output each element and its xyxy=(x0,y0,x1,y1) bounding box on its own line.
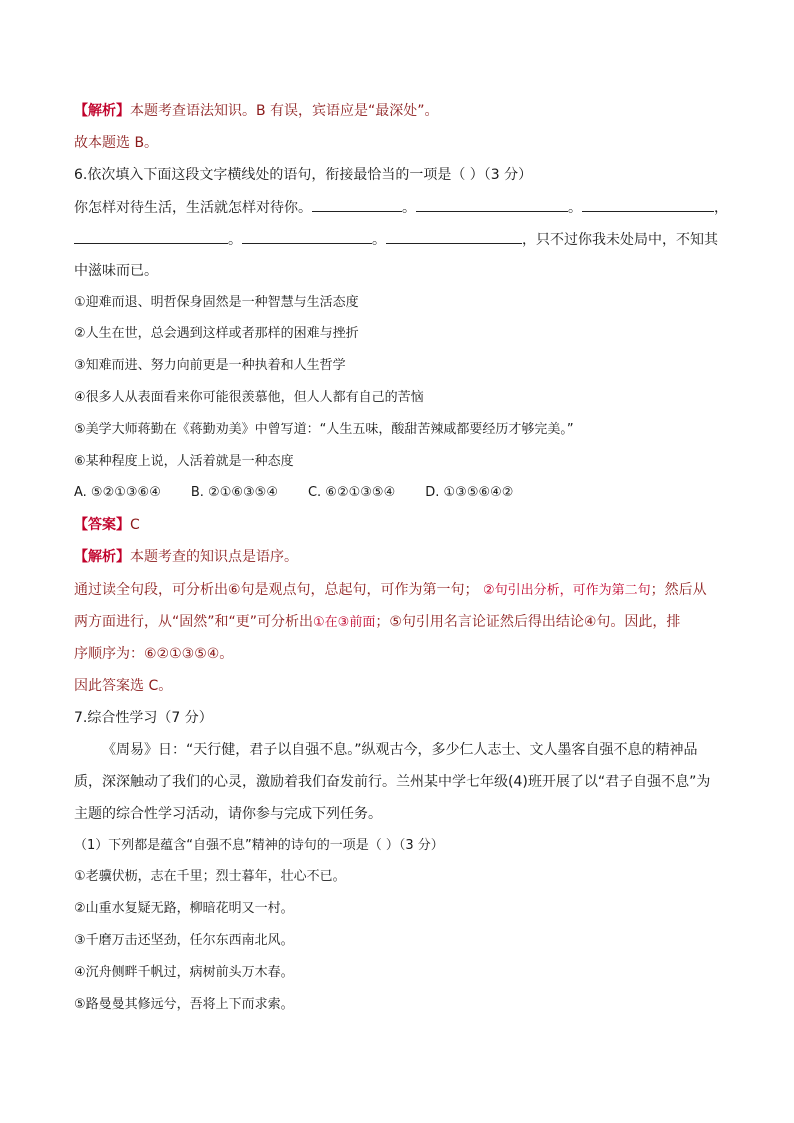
explanation-highlight: ②句引出分析，可作为第二句 xyxy=(483,583,651,598)
explanation-text: ；然后从 xyxy=(650,582,707,598)
explanation-text: 通过读全句段，可分析出⑥句是观点句，总起句，可作为第一句； xyxy=(74,582,479,598)
answer-value: C xyxy=(130,517,140,533)
question-6-passage-line-2 xyxy=(74,229,718,250)
explanation-line-4: 因此答案选 C。 xyxy=(74,678,173,694)
passage-text: 你怎样对待生活，生活就怎样对待你。 xyxy=(74,200,312,216)
question-7-title: 7.综合性学习（7 分） xyxy=(74,710,213,726)
analysis-tag: 【解析】 xyxy=(74,549,130,565)
option-a: A. ⑤②①③⑥④ xyxy=(74,485,161,500)
question-7-intro-line-3: 主题的综合性学习活动，请你参与完成下列任务。 xyxy=(74,806,382,822)
analysis-tag: 【解析】 xyxy=(74,103,130,119)
explanation-text: 两方面进行，从“固然”和“更”可分析出 xyxy=(74,614,314,630)
punct: 。 xyxy=(568,200,582,216)
blank-4 xyxy=(74,229,228,244)
punct: 。 xyxy=(402,200,416,216)
punct: 。 xyxy=(228,232,242,248)
explanation-text: ；⑤句引用名言论证然后得出结论④句。因此，排 xyxy=(375,614,681,630)
punct: ， xyxy=(714,200,728,216)
answer-tag: 【答案】 xyxy=(74,517,130,533)
blank-3 xyxy=(582,197,714,212)
blank-1 xyxy=(312,197,402,212)
verse-2: ②山重水复疑无路，柳暗花明又一村。 xyxy=(74,901,294,916)
sentence-3: ③知难而进、努力向前更是一种执着和人生哲学 xyxy=(74,358,346,373)
analysis-line-5 xyxy=(74,101,439,121)
analysis-text: 本题考查语法知识。B 有误，宾语应是“最深处”。 xyxy=(130,103,439,119)
sentence-5: ⑤美学大师蒋勤在《蒋勤劝美》中曾写道：“人生五味，酸甜苦辣咸都要经历才够完美。” xyxy=(74,422,574,437)
passage-text: ，只不过你我未处局中，不知其 xyxy=(522,232,718,248)
verse-4: ④沉舟侧畔千帆过，病树前头万木春。 xyxy=(74,965,294,980)
question-7-intro-line-2: 质，深深触动了我们的心灵，激励着我们奋发前行。兰州某中学七年级(4)班开展了以“君子自强不息”为 xyxy=(74,774,711,790)
punct: 。 xyxy=(372,232,386,248)
answer-line-6 xyxy=(74,515,140,535)
verse-1: ①老骥伏枥，志在千里；烈士暮年，壮心不已。 xyxy=(74,869,346,884)
blank-2 xyxy=(416,197,568,212)
question-7-intro-line-1: 《周易》日：“天行健，君子以自强不息。”纵观古今，多少仁人志士、文人墨客自强不息的精神品 xyxy=(102,742,698,758)
answer-conclusion-5: 故本题选 B。 xyxy=(74,135,159,151)
question-6-title: 6.依次填入下面这段文字横线处的语句，衔接最恰当的一项是（ ）（3 分） xyxy=(74,167,533,183)
sentence-4: ④很多人从表面看来你可能很羡慕他，但人人都有自己的苦恼 xyxy=(74,390,424,405)
option-b: B. ②①⑥③⑤④ xyxy=(190,485,278,500)
explanation-highlight: ①在③前面 xyxy=(313,615,376,630)
sentence-1: ①迎难而退、明哲保身固然是一种智慧与生活态度 xyxy=(74,295,359,310)
blank-6 xyxy=(386,229,522,244)
explanation-line-1 xyxy=(74,580,707,601)
analysis-text: 本题考查的知识点是语序。 xyxy=(130,549,298,565)
verse-5: ⑤路曼曼其修远兮，吾将上下而求索。 xyxy=(74,997,294,1012)
analysis-line-6 xyxy=(74,547,298,567)
option-c: C. ⑥②①③⑤④ xyxy=(307,485,396,500)
option-d: D. ①③⑤⑥④② xyxy=(425,485,514,500)
sentence-2: ②人生在世，总会遇到这样或者那样的困难与挫折 xyxy=(74,326,359,341)
question-6-options xyxy=(74,483,543,503)
explanation-line-3: 序顺序为：⑥②①③⑤④。 xyxy=(74,646,234,662)
question-7-sub-1: （1）下列都是蕴含“自强不息”精神的诗句的一项是（ ）（3 分） xyxy=(74,838,444,853)
question-6-passage-line-1 xyxy=(74,197,728,218)
blank-5 xyxy=(242,229,372,244)
explanation-line-2 xyxy=(74,612,680,633)
sentence-6: ⑥某种程度上说，人活着就是一种态度 xyxy=(74,454,294,469)
question-6-passage-line-3: 中滋味而已。 xyxy=(74,263,158,279)
verse-3: ③千磨万击还坚劲，任尔东西南北风。 xyxy=(74,933,294,948)
